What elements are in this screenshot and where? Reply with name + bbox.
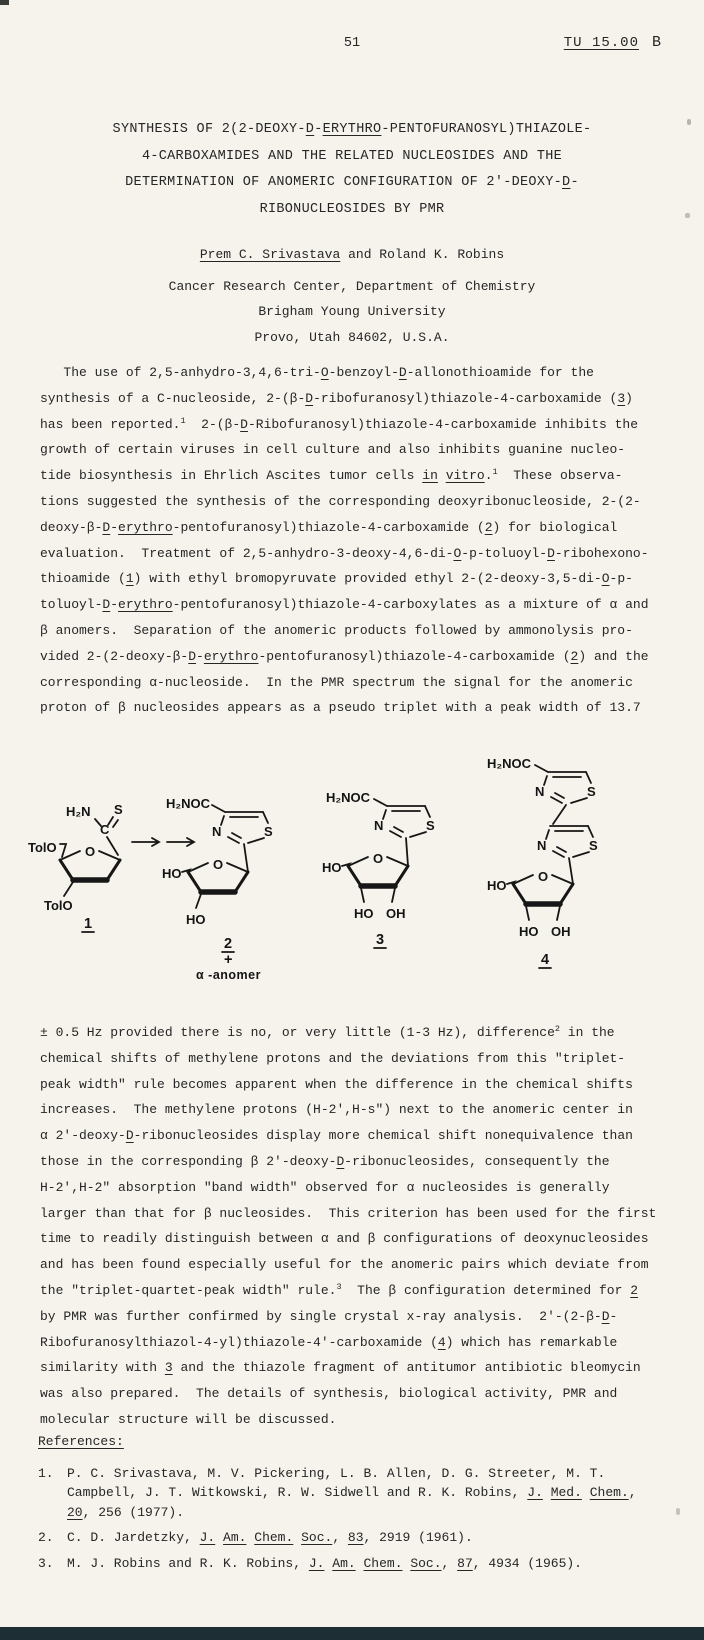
svg-text:4: 4 xyxy=(541,952,550,968)
body-line: corresponding α-nucleoside. In the PMR spectrum the signal for the anomeric xyxy=(40,674,633,690)
body-line: increases. The methylene protons (H-2',H-s") next to the anomeric center in xyxy=(40,1102,633,1118)
body-line: synthesis of a C-nucleoside, 2-(β-D-ribofuranosyl)thiazole-4-carboxamide (3) xyxy=(40,390,633,406)
svg-text:H₂NOC: H₂NOC xyxy=(166,796,211,811)
abstract-paragraph-2 xyxy=(40,1020,656,1433)
reference-item xyxy=(38,1554,637,1573)
body-line: growth of certain viruses in cell culture and also inhibits guanine nucleo- xyxy=(40,442,626,458)
svg-text:α -anomer: α -anomer xyxy=(196,968,261,982)
affiliation-line: Brigham Young University xyxy=(258,304,446,320)
body-line: β anomers. Separation of the anomeric products followed by ammonolysis pro- xyxy=(40,622,633,638)
svg-text:O: O xyxy=(373,851,384,866)
body-line: has been reported.$^1$ 2-(β-D-Ribofuranosyl)thiazole-4-carboxamide inhibits the xyxy=(40,415,639,432)
references-section xyxy=(38,1432,637,1580)
body-line: deoxy-β-D-erythro-pentofuranosyl)thiazole-4-carboxamide (2) for biological xyxy=(40,519,618,535)
body-line: by PMR was further confirmed by single crystal x-ray analysis. 2'-(2-β-D- xyxy=(40,1308,618,1324)
compound-3-structure xyxy=(322,790,435,948)
body-line: vided 2-(2-deoxy-β-D-erythro-pentofuranosyl)thiazole-4-carboxamide (2) and the xyxy=(40,648,649,664)
svg-text:HO: HO xyxy=(186,912,206,927)
svg-text:N: N xyxy=(374,818,384,833)
svg-text:+: + xyxy=(224,952,233,968)
svg-text:H₂N: H₂N xyxy=(66,804,91,819)
svg-text:N: N xyxy=(535,784,545,799)
svg-text:O: O xyxy=(85,844,96,859)
reference-number: 2. xyxy=(38,1530,54,1546)
body-line: those in the corresponding β 2'-deoxy-D-ribonucleosides, consequently the xyxy=(40,1153,610,1169)
svg-text:3: 3 xyxy=(376,932,385,948)
body-line: α 2'-deoxy-D-ribonucleosides display more chemical shift nonequivalence than xyxy=(40,1128,633,1144)
body-line: tide biosynthesis in Ehrlich Ascites tumor cells in vitro.$^1$ These observa- xyxy=(40,467,623,484)
svg-text:N: N xyxy=(537,838,547,853)
svg-text:HO: HO xyxy=(519,924,539,939)
svg-text:HO: HO xyxy=(322,860,342,875)
svg-text:O: O xyxy=(538,869,549,884)
body-line: and has been found especially useful for the anomeric pairs which deviate from xyxy=(40,1257,649,1273)
body-line: chemical shifts of methylene protons and the deviations from this "triplet- xyxy=(40,1050,626,1066)
svg-text:O: O xyxy=(213,857,224,872)
scan-speck xyxy=(676,1508,680,1515)
affiliation-line: Cancer Research Center, Department of Chemistry xyxy=(168,279,536,294)
body-line: tions suggested the synthesis of the corresponding deoxyribonucleoside, 2-(2- xyxy=(40,493,641,509)
compound-2-structure xyxy=(162,796,273,982)
authors-line: Prem C. Srivastava and Roland K. Robins xyxy=(199,247,505,262)
svg-text:H₂NOC: H₂NOC xyxy=(326,790,371,805)
paper-title xyxy=(0,117,704,223)
references-heading: References: xyxy=(38,1434,124,1449)
svg-text:N: N xyxy=(212,824,222,839)
page-number: 51 xyxy=(343,36,361,51)
body-line: thioamide (1) with ethyl bromopyruvate provided ethyl 2-(2-deoxy-3,5-di-O-p- xyxy=(40,571,633,587)
svg-text:S: S xyxy=(264,824,273,839)
title-line: RIBONUCLEOSIDES BY PMR xyxy=(259,201,445,217)
svg-text:H₂NOC: H₂NOC xyxy=(487,756,532,771)
reference-item xyxy=(38,1464,637,1522)
body-line: similarity with 3 and the thiazole fragment of antitumor antibiotic bleomycin xyxy=(40,1360,641,1376)
body-line: time to readily distinguish between α and β configurations of deoxynucleosides xyxy=(40,1231,649,1247)
scan-corner-artifact xyxy=(0,0,9,5)
title-line: DETERMINATION OF ANOMERIC CONFIGURATION OF 2'-DEOXY-D- xyxy=(125,175,579,190)
reference-text: M. J. Robins and R. K. Robins, J. Am. Chem. Soc., 87, 4934 (1965). xyxy=(67,1556,582,1572)
body-line: was also prepared. The details of synthesis, biological activity, PMR and xyxy=(40,1386,618,1402)
compound-4-structure xyxy=(487,756,598,968)
abstract-paragraph-1 xyxy=(40,360,649,721)
svg-text:2: 2 xyxy=(224,936,233,952)
reaction-scheme-figure xyxy=(0,726,704,992)
svg-text:S: S xyxy=(426,818,435,833)
reference-item xyxy=(38,1528,637,1547)
session-code-text: TU 15.00 xyxy=(563,35,639,51)
session-code xyxy=(564,34,662,51)
reference-number: 1. xyxy=(38,1466,54,1481)
body-line: larger than that for β nucleosides. This criterion has been used for the first xyxy=(40,1205,657,1221)
body-line: peak width" rule becomes apparent when the difference in the chemical shifts xyxy=(40,1076,633,1092)
body-line: proton of β nucleosides appears as a pseudo triplet with a peak width of 13.7 xyxy=(40,700,641,716)
affiliation xyxy=(0,274,704,350)
svg-text:OH: OH xyxy=(386,906,406,921)
reference-text: P. C. Srivastava, M. V. Pickering, L. B. Allen, D. G. Streeter, M. T. Campbell, J. T. Witkowski, R. W. Sidwell and R. K. Robins, J. Med. Chem., 20, 256 (1977). xyxy=(67,1466,637,1520)
body-line: the "triplet-quartet-peak width" rule.$^3$ The β configuration determined for 2 xyxy=(40,1281,639,1298)
svg-text:S: S xyxy=(114,802,123,817)
reference-text: C. D. Jardetzky, J. Am. Chem. Soc., 83, 2919 (1961). xyxy=(67,1530,473,1546)
svg-text:HO: HO xyxy=(354,906,374,921)
body-line: H-2',H-2" absorption "band width" observed for α nucleosides is generally xyxy=(40,1179,610,1195)
svg-text:C: C xyxy=(100,822,110,837)
body-line: toluoyl-D-erythro-pentofuranosyl)thiazole-4-carboxylates as a mixture of α and xyxy=(40,597,649,613)
svg-text:HO: HO xyxy=(487,878,507,893)
scan-edge-artifact xyxy=(0,1627,704,1640)
body-line: The use of 2,5-anhydro-3,4,6-tri-O-benzoyl-D-allonothioamide for the xyxy=(40,365,594,380)
affiliation-line: Provo, Utah 84602, U.S.A. xyxy=(254,329,450,345)
body-line: Ribofuranosylthiazol-4-yl)thiazole-4'-carboxamide (4) which has remarkable xyxy=(40,1334,618,1350)
body-line: ± 0.5 Hz provided there is no, or very little (1-3 Hz), difference$^2$ in the xyxy=(40,1024,615,1040)
body-line: evaluation. Treatment of 2,5-anhydro-3-deoxy-4,6-di-O-p-toluoyl-D-ribohexono- xyxy=(40,545,649,561)
reaction-arrows xyxy=(132,838,194,846)
reference-number: 3. xyxy=(38,1556,54,1572)
svg-text:S: S xyxy=(589,838,598,853)
svg-text:1: 1 xyxy=(84,916,93,932)
svg-text:OH: OH xyxy=(551,924,571,939)
svg-text:HO: HO xyxy=(162,866,182,881)
svg-text:TolO: TolO xyxy=(44,898,73,913)
title-line: 4-CARBOXAMIDES AND THE RELATED NUCLEOSIDES AND THE xyxy=(141,148,563,164)
compound-1-structure xyxy=(28,802,123,932)
svg-text:S: S xyxy=(587,784,596,799)
title-line: SYNTHESIS OF 2(2-DEOXY-D-ERYTHRO-PENTOFURANOSYL)THIAZOLE- xyxy=(112,122,592,137)
svg-text:TolO: TolO xyxy=(28,840,57,855)
session-letter: B xyxy=(651,34,662,51)
body-line: molecular structure will be discussed. xyxy=(40,1411,337,1427)
